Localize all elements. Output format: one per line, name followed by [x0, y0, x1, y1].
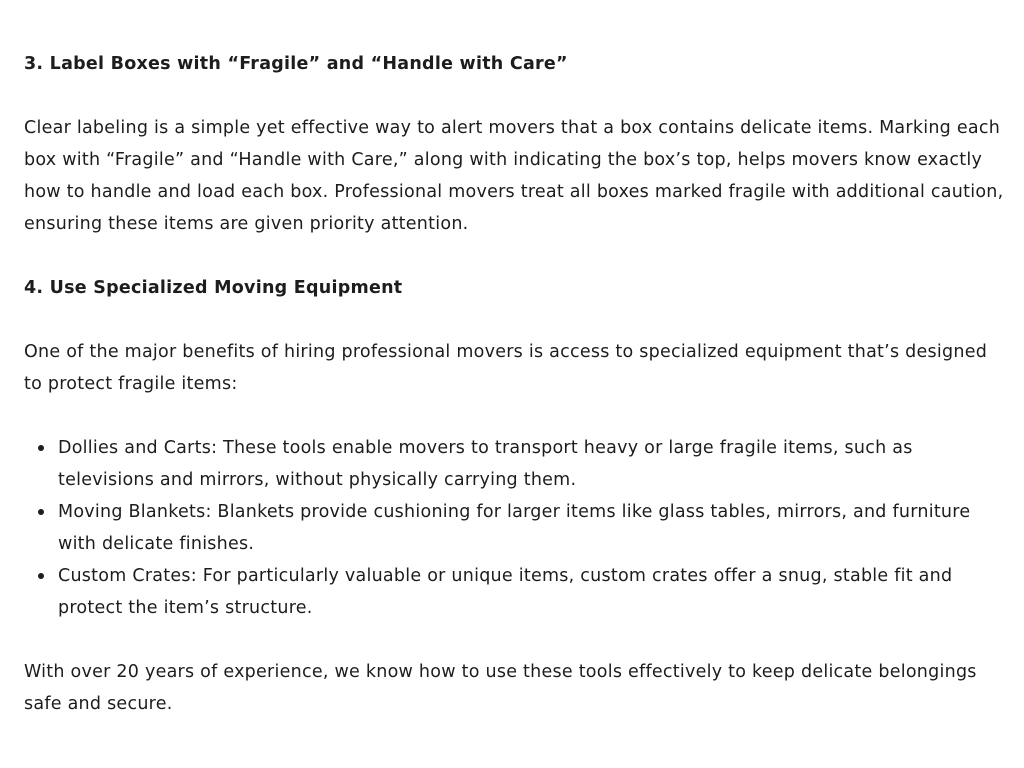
- list-item-text: Dollies and Carts: These tools enable movers to transport heavy or large fragile items, such as televisions and mirrors, without physically carrying them.: [58, 438, 913, 490]
- spacer: [24, 80, 1004, 112]
- article-content: [24, 48, 1004, 720]
- section-4-intro: One of the major benefits of hiring professional movers is access to specialized equipment that’s designed to protect fragile items:: [24, 342, 988, 394]
- list-item: [58, 560, 1004, 624]
- bullet-icon: [38, 573, 44, 579]
- bullet-icon: [38, 445, 44, 451]
- closing-paragraph: With over 20 years of experience, we know how to use these tools effectively to keep delicate belongings safe and secure.: [24, 662, 977, 714]
- spacer: [24, 304, 1004, 336]
- spacer: [24, 400, 1004, 432]
- bullet-icon: [38, 509, 44, 515]
- list-item-text: Moving Blankets: Blankets provide cushioning for larger items like glass tables, mirrors, and furniture with delicate finishes.: [58, 502, 971, 554]
- section-4-heading: 4. Use Specialized Moving Equipment: [24, 278, 403, 298]
- section-3-paragraph: Clear labeling is a simple yet effective way to alert movers that a box contains delicate items. Marking each box with “Fragile” and “Handle with Care,” along with indicating the box’s top, helps movers know exactly how to handle and load each box. Professional movers treat all boxes marked fragile with additional caution, ensuring these items are given priority attention.: [24, 118, 1004, 234]
- section-3-heading: 3. Label Boxes with “Fragile” and “Handle with Care”: [24, 54, 568, 74]
- equipment-list: [24, 432, 1004, 624]
- list-item: [58, 432, 1004, 496]
- spacer: [24, 240, 1004, 272]
- list-item: [58, 496, 1004, 560]
- list-item-text: Custom Crates: For particularly valuable or unique items, custom crates offer a snug, stable fit and protect the item’s structure.: [58, 566, 953, 618]
- spacer: [24, 624, 1004, 656]
